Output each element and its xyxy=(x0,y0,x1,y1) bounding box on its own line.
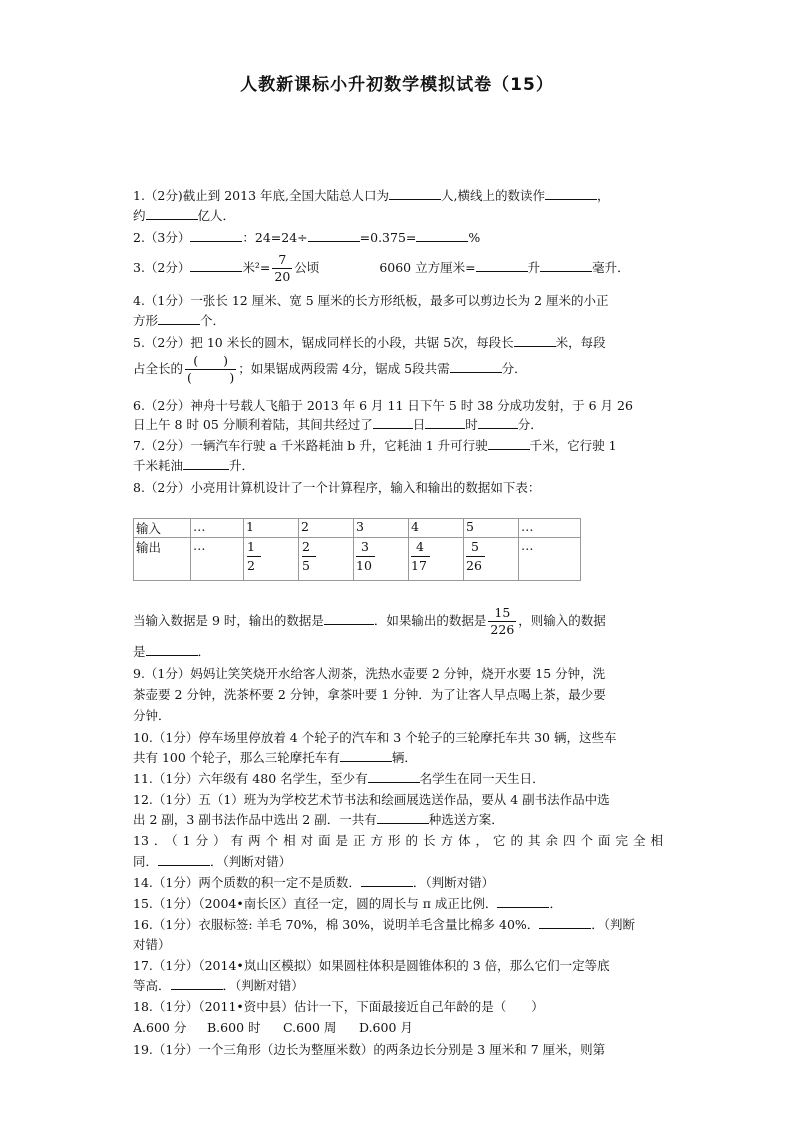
question-2: 2.（3分） ：24=24÷ =0.375= % xyxy=(133,230,481,245)
answer-blank[interactable] xyxy=(368,770,420,783)
answer-blank[interactable] xyxy=(478,416,518,429)
question-11: 11.（1分）六年级有 480 名学生，至少有 名学生在同一天生日． xyxy=(133,771,545,786)
answer-blank[interactable] xyxy=(308,229,360,242)
question-6-cont: 日上午 8 时 05 分顺利着陆，其间共经过了 日 时 分． xyxy=(133,417,543,432)
answer-blank[interactable] xyxy=(158,853,210,866)
answer-blank[interactable] xyxy=(146,207,198,220)
question-4: 4.（1分）一张长 12 厘米、宽 5 厘米的长方形纸板，最多可以剪边长为 2 厘米的小正 xyxy=(133,293,609,308)
answer-blank[interactable] xyxy=(497,895,549,908)
answer-blank[interactable] xyxy=(539,916,591,929)
question-13: 13．（1分）有两个相对面是正方形的长方体，它的其余四个面完全相 xyxy=(133,833,663,848)
question-18: 18.（1分）（2011•资中县）估计一下，下面最接近自己年龄的是（ ） xyxy=(133,999,544,1014)
table-cell: 3 xyxy=(354,519,409,538)
answer-blank[interactable] xyxy=(377,811,429,824)
answer-blank[interactable] xyxy=(514,334,556,347)
question-7: 7.（2分）一辆汽车行驶 a 千米路耗油 b 升，它耗油 1 升可行驶 千米，它行驶 1 xyxy=(133,438,617,453)
table-row xyxy=(134,519,581,538)
answer-blank[interactable] xyxy=(540,259,592,272)
question-16: 16.（1分）衣服标签: 羊毛 70%，棉 30%，说明羊毛含量比棉多 40%． ．（判断 xyxy=(133,917,636,932)
question-1-cont: 约 亿人． xyxy=(133,208,236,223)
table-header-output: 输出 xyxy=(134,538,191,581)
option-d[interactable]: D.600 月 xyxy=(359,1020,413,1035)
fraction: $\frac{7}{20}$ xyxy=(274,252,291,284)
answer-blank[interactable] xyxy=(389,187,441,200)
answer-blank[interactable] xyxy=(324,612,374,625)
question-5-cont: 占全长的 $\frac{( )}{( )}$ ；如果锯成两段需 4分，锯成 5段共需 分． xyxy=(133,353,527,385)
answer-blank[interactable] xyxy=(450,360,502,373)
question-8-cont2: 是 ． xyxy=(133,644,211,659)
question-3: 3.（2分） 米²= $\frac{7}{20}$ 公顷 6060 立方厘米= 升 毫升． xyxy=(133,252,630,284)
question-10-cont: 共有 100 个轮子，那么三轮摩托车有 辆． xyxy=(133,750,417,765)
table-cell: $\frac{4}{17}$ xyxy=(409,538,464,581)
table-cell: 1 xyxy=(244,519,299,538)
question-12-cont: 出 2 副，3 副书法作品中选出 2 副．一共有 种选送方案． xyxy=(133,812,504,827)
question-19: 19.（1分）一个三角形（边长为整厘米数）的两条边长分别是 3 厘米和 7 厘米，则第 xyxy=(133,1042,606,1057)
table-cell: 2 xyxy=(299,519,354,538)
table-cell: … xyxy=(519,538,581,581)
option-a[interactable]: A.600 分 xyxy=(133,1020,187,1035)
answer-blank[interactable] xyxy=(190,229,242,242)
question-9-cont2: 分钟． xyxy=(133,708,171,723)
question-17-cont: 等高． ．（判断对错） xyxy=(133,978,304,993)
table-cell: … xyxy=(519,519,581,538)
table-cell: 5 xyxy=(464,519,519,538)
question-13-cont: 同． ．（判断对错） xyxy=(133,854,292,869)
question-4-cont: 方形 个． xyxy=(133,313,226,328)
option-c[interactable]: C.600 周 xyxy=(283,1020,337,1035)
answer-blank[interactable] xyxy=(340,749,392,762)
answer-blank[interactable] xyxy=(373,416,413,429)
question-1: 1.（2分)截止到 2013 年底,全国大陆总人口为 人,横线上的数读作 ， xyxy=(133,188,610,203)
fraction: $\frac{( )}{( )}$ xyxy=(187,353,235,385)
answer-blank[interactable] xyxy=(158,312,200,325)
answer-blank[interactable] xyxy=(190,259,242,272)
question-18-options xyxy=(133,1019,663,1037)
answer-blank[interactable] xyxy=(171,977,223,990)
page-title: 人教新课标小升初数学模拟试卷（15） xyxy=(240,75,554,95)
question-8-cont: 当输入数据是 9 时，输出的数据是 ．如果输出的数据是 $\frac{15}{226}$ ，则输入的数据 xyxy=(133,605,606,637)
question-10: 10.（1分）停车场里停放着 4 个轮子的汽车和 3 个轮子的三轮摩托车共 30 辆，这些车 xyxy=(133,730,617,745)
table-cell: … xyxy=(191,538,244,581)
option-b[interactable]: B.600 时 xyxy=(207,1020,261,1035)
io-table xyxy=(133,518,581,581)
answer-blank[interactable] xyxy=(545,187,597,200)
question-8: 8.（2分）小亮用计算机设计了一个计算程序，输入和输出的数据如下表： xyxy=(133,480,541,495)
table-cell: … xyxy=(191,519,244,538)
table-cell: $\frac{1}{2}$ xyxy=(244,538,299,581)
table-row xyxy=(134,538,581,581)
answer-blank[interactable] xyxy=(476,259,528,272)
fraction: $\frac{15}{226}$ xyxy=(490,605,515,637)
answer-blank[interactable] xyxy=(416,229,468,242)
question-15: 15.（1分）（2004•南长区）直径一定，圆的周长与 π 成正比例． ． xyxy=(133,896,562,911)
question-17: 17.（1分）（2014•岚山区模拟）如果圆柱体积是圆锥体积的 3 倍，那么它们一定等底 xyxy=(133,958,610,973)
question-16-cont: 对错） xyxy=(133,937,171,952)
table-cell: $\frac{3}{10}$ xyxy=(354,538,409,581)
question-14: 14.（1分）两个质数的积一定不是质数． ．（判断对错） xyxy=(133,875,495,890)
table-cell: $\frac{2}{5}$ xyxy=(299,538,354,581)
answer-blank[interactable] xyxy=(361,874,413,887)
question-6: 6.（2分）神舟十号载人飞船于 2013 年 6 月 11 日下午 5 时 38 分成功发射，于 6 月 26 xyxy=(133,398,633,413)
table-header-input: 输入 xyxy=(134,519,191,538)
question-5: 5.（2分）把 10 米长的圆木，锯成同样长的小段，共锯 5次，每段长 米，每段 xyxy=(133,335,606,350)
answer-blank[interactable] xyxy=(488,437,530,450)
question-9: 9.（1分）妈妈让笑笑烧开水给客人沏茶，洗热水壶要 2 分钟，烧开水要 15 分钟，洗 xyxy=(133,666,606,681)
question-9-cont: 茶壶要 2 分钟，洗茶杯要 2 分钟，拿茶叶要 1 分钟．为了让客人早点喝上茶，最少要 xyxy=(133,687,606,702)
answer-blank[interactable] xyxy=(146,643,198,656)
answer-blank[interactable] xyxy=(183,457,229,470)
answer-blank[interactable] xyxy=(425,416,465,429)
question-12: 12.（1分）五（1）班为为学校艺术节书法和绘画展选送作品，要从 4 副书法作品中选 xyxy=(133,792,610,807)
table-cell: $\frac{5}{26}$ xyxy=(464,538,519,581)
table-cell: 4 xyxy=(409,519,464,538)
question-7-cont: 千米耗油 升． xyxy=(133,458,255,473)
